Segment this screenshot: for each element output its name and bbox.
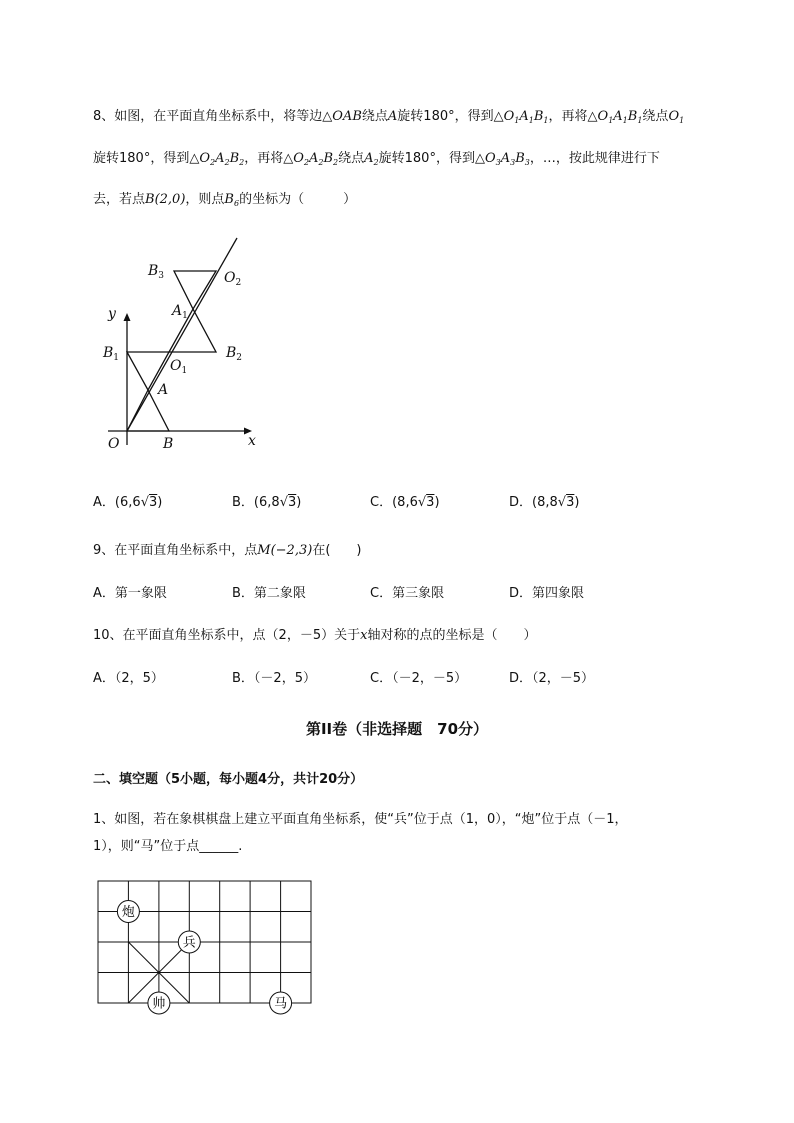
part2-title: 第II卷（非选择题 70分） — [305, 720, 489, 738]
q10-stem: 10、在平面直角坐标系中，点（2，－5）关于x轴对称的点的坐标是（ ） — [93, 628, 537, 643]
q9-option-c[interactable]: C．第三象限 — [370, 586, 445, 601]
chess-board-figure — [90, 875, 320, 1020]
label-B2: $B_2$ — [226, 345, 243, 363]
sqrt-icon: √ — [279, 495, 288, 510]
diagonal-line — [127, 238, 237, 431]
q8-option-b[interactable]: B．(6,8√3) — [232, 495, 302, 510]
sqrt-icon: √ — [557, 495, 567, 510]
q10-option-d[interactable]: D．（2，－5） — [509, 671, 595, 686]
sqrt-icon: √ — [140, 495, 149, 510]
piece-pao — [117, 901, 139, 923]
svg-text:兵: 兵 — [182, 935, 196, 951]
label-B1: $B_1$ — [103, 345, 120, 363]
q9-option-b[interactable]: B．第二象限 — [232, 586, 306, 601]
q8-option-a[interactable]: A．(6,6√3) — [93, 495, 163, 510]
q8-option-d[interactable]: D．(8,8√3) — [509, 495, 580, 510]
label-x: x — [248, 433, 256, 449]
label-O1: $O_1$ — [170, 358, 188, 376]
section2-heading: 二、填空题（5小题，每小题4分，共计20分） — [93, 772, 364, 787]
piece-shuai — [148, 992, 170, 1014]
fill1-line-2: 1），则“马”位于点______. — [93, 839, 243, 854]
q8-line-3: 去，若点B(2,0)，则点$B_6$的坐标为（ ） — [93, 192, 357, 208]
q8-line-1: 8、如图，在平面直角坐标系中，将等边△OAB绕点A旋转180°，得到$\triangle O_1A_1B_1$，再将$\triangle O_1A_1B_1$绕点$O_1$ — [93, 109, 685, 125]
fill1-line-1: 1、如图，若在象棋棋盘上建立平面直角坐标系，使“兵”位于点（1，0），“炮”位于点（－1， — [93, 812, 628, 827]
svg-text:帅: 帅 — [152, 996, 166, 1012]
q9-option-a[interactable]: A．第一象限 — [93, 586, 167, 601]
label-B3: $B_3$ — [148, 263, 165, 281]
svg-text:炮: 炮 — [121, 905, 135, 920]
y-arrow — [124, 313, 131, 321]
label-A1: $A_1$ — [172, 303, 188, 321]
q10-option-b[interactable]: B．（－2，5） — [232, 671, 316, 686]
label-B: B — [163, 436, 174, 452]
q10-option-a[interactable]: A．（2，5） — [93, 671, 164, 686]
sqrt-icon: √ — [417, 495, 427, 510]
piece-ma — [270, 992, 292, 1014]
q9-option-d[interactable]: D．第四象限 — [509, 586, 585, 601]
svg-text:马: 马 — [274, 996, 288, 1012]
label-O: O — [108, 436, 120, 452]
q8-figure — [90, 230, 280, 460]
q9-stem: 9、在平面直角坐标系中，点M(−2,3)在( ) — [93, 543, 362, 558]
q10-option-c[interactable]: C．（－2，－5） — [370, 671, 468, 686]
label-O2: $O_2$ — [224, 270, 242, 288]
q8-line-2: 旋转180°，得到$\triangle O_2A_2B_2$，再将$\triangle O_2A_2B_2$绕点$A_2$旋转180°，得到$\triangle O_3A_3B_3$，…，按此规律进行下 — [93, 151, 660, 167]
q8-option-c[interactable]: C．(8,6√3) — [370, 495, 440, 510]
piece-bing — [178, 931, 200, 953]
label-y: y — [108, 306, 116, 322]
label-A: A — [158, 382, 169, 398]
